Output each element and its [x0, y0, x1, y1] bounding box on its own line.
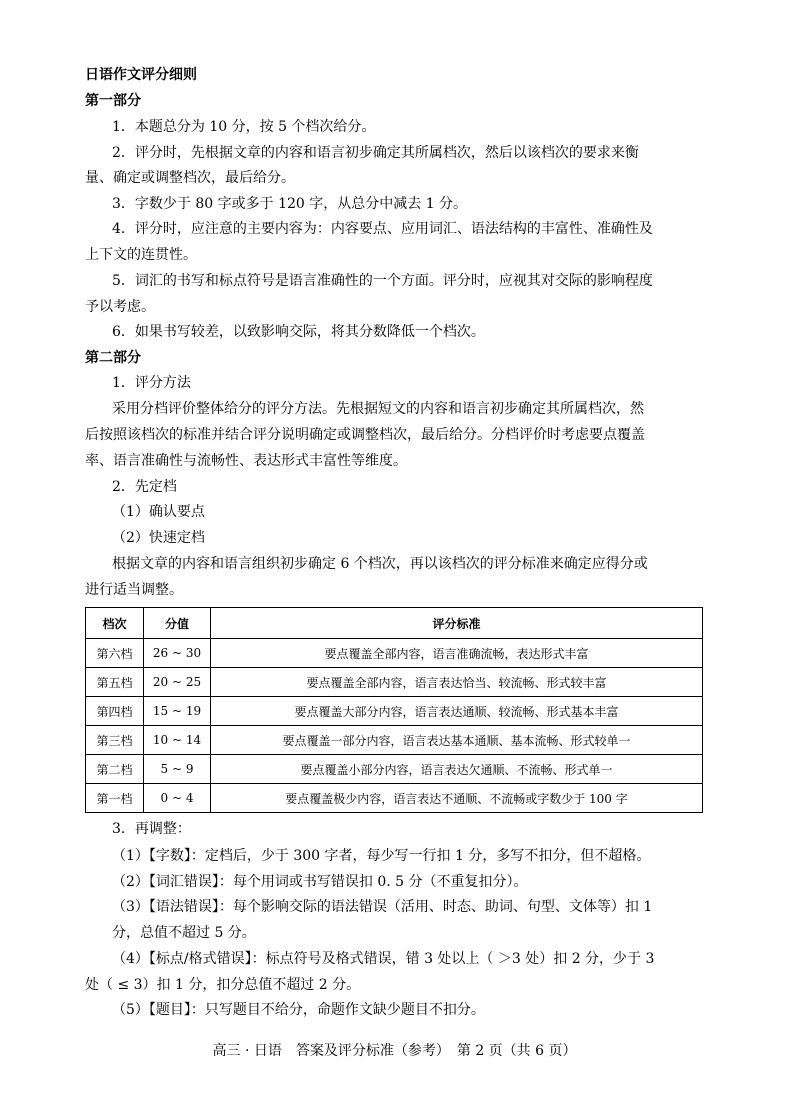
paragraph-line: 分，总值不超过 5 分。 [112, 925, 256, 941]
table-row [86, 697, 703, 726]
paragraph-line: 4．评分时，应注意的主要内容为：内容要点、应用词汇、语法结构的丰富性、准确性及 [112, 221, 653, 237]
criteria-cell: 要点覆盖大部分内容，语言表达通顺、较流畅、形式基本丰富 [211, 697, 703, 726]
paragraph-line: 量、确定或调整档次，最后给分。 [85, 170, 295, 186]
table-row [86, 668, 703, 697]
level-cell: 第五档 [86, 668, 144, 697]
paragraph-line: 根据文章的内容和语言组织初步确定 6 个档次，再以该档次的评分标准来确定应得分或 [112, 556, 648, 572]
paragraph-line: 3．再调整： [112, 821, 191, 837]
paragraph-line: （2）【词汇错误】：每个用词或书写错误扣 0. 5 分（不重复扣分）。 [112, 874, 528, 890]
level-cell: 第六档 [86, 639, 144, 668]
section-heading-part1: 第一部分 [85, 93, 141, 109]
page-footer: 高三 · 日语 答案及评分标准（参考） 第 2 页（共 6 页） [212, 1043, 577, 1059]
paragraph-line: 6．如果书写较差，以致影响交际，将其分数降低一个档次。 [112, 324, 485, 340]
criteria-cell: 要点覆盖极少内容，语言表达不通顺、不流畅或字数少于 100 字 [211, 784, 703, 813]
score-cell: 10 ~ 14 [144, 726, 211, 755]
paragraph-line: 后按照该档次的标准并结合评分说明确定或调整档次，最后给分。分档评价时考虑要点覆盖 [85, 427, 645, 443]
paragraph-line: 上下文的连贯性。 [85, 247, 197, 263]
score-cell: 0 ~ 4 [144, 784, 211, 813]
column-header-level: 档次 [86, 608, 144, 639]
criteria-cell: 要点覆盖一部分内容，语言表达基本通顺、基本流畅、形式较单一 [211, 726, 703, 755]
paragraph-line: （1）【字数】：定档后，少于 300 字者，每少写一行扣 1 分，多写不扣分，但不超格。 [112, 848, 651, 864]
level-cell: 第一档 [86, 784, 144, 813]
section-heading-part2: 第二部分 [85, 350, 141, 366]
paragraph-line: 2．先定档 [112, 479, 177, 495]
paragraph-line: （2）快速定档 [112, 530, 205, 546]
paragraph-line: 5．词汇的书写和标点符号是语言准确性的一个方面。评分时，应视其对交际的影响程度 [112, 273, 653, 289]
column-header-score: 分值 [144, 608, 211, 639]
table-header-row [86, 608, 703, 639]
paragraph-line: （5）【题目】：只写题目不给分，命题作文缺少题目不扣分。 [112, 1002, 485, 1018]
criteria-cell: 要点覆盖全部内容，语言表达恰当、较流畅、形式较丰富 [211, 668, 703, 697]
paragraph-line: 3．字数少于 80 字或多于 120 字，从总分中减去 1 分。 [112, 196, 468, 212]
scoring-table [85, 607, 703, 813]
paragraph-line: 进行适当调整。 [85, 582, 183, 598]
level-cell: 第二档 [86, 755, 144, 784]
criteria-cell: 要点覆盖全部内容，语言准确流畅，表达形式丰富 [211, 639, 703, 668]
column-header-criteria: 评分标准 [211, 608, 703, 639]
paragraph-line: （3）【语法错误】：每个影响交际的语法错误（活用、时态、助词、句型、文体等）扣 1 [112, 899, 653, 915]
table-row [86, 639, 703, 668]
paragraph-line: （1）确认要点 [112, 504, 205, 520]
table-row [86, 784, 703, 813]
table-row [86, 726, 703, 755]
document-title: 日语作文评分细则 [85, 67, 197, 83]
paragraph-line: 1．评分方法 [112, 375, 191, 391]
criteria-cell: 要点覆盖小部分内容，语言表达欠通顺、不流畅、形式单一 [211, 755, 703, 784]
paragraph-line: 处（ ≤ 3）扣 1 分，扣分总值不超过 2 分。 [85, 977, 361, 993]
level-cell: 第三档 [86, 726, 144, 755]
score-cell: 5 ~ 9 [144, 755, 211, 784]
paragraph-line: 率、语言准确性与流畅性、表达形式丰富性等维度。 [85, 453, 407, 469]
paragraph-line: 1．本题总分为 10 分，按 5 个档次给分。 [112, 119, 376, 135]
score-cell: 26 ~ 30 [144, 639, 211, 668]
paragraph-line: 予以考虑。 [85, 299, 155, 315]
score-cell: 20 ~ 25 [144, 668, 211, 697]
table-row [86, 755, 703, 784]
level-cell: 第四档 [86, 697, 144, 726]
score-cell: 15 ~ 19 [144, 697, 211, 726]
paragraph-line: 采用分档评价整体给分的评分方法。先根据短文的内容和语言初步确定其所属档次，然 [112, 401, 644, 417]
paragraph-line: 2．评分时，先根据文章的内容和语言初步确定其所属档次，然后以该档次的要求来衡 [112, 145, 639, 161]
paragraph-line: （4）【标点/格式错误】：标点符号及格式错误，错 3 处以上（ ＞3 处）扣 2 分，少于 3 [112, 951, 655, 967]
